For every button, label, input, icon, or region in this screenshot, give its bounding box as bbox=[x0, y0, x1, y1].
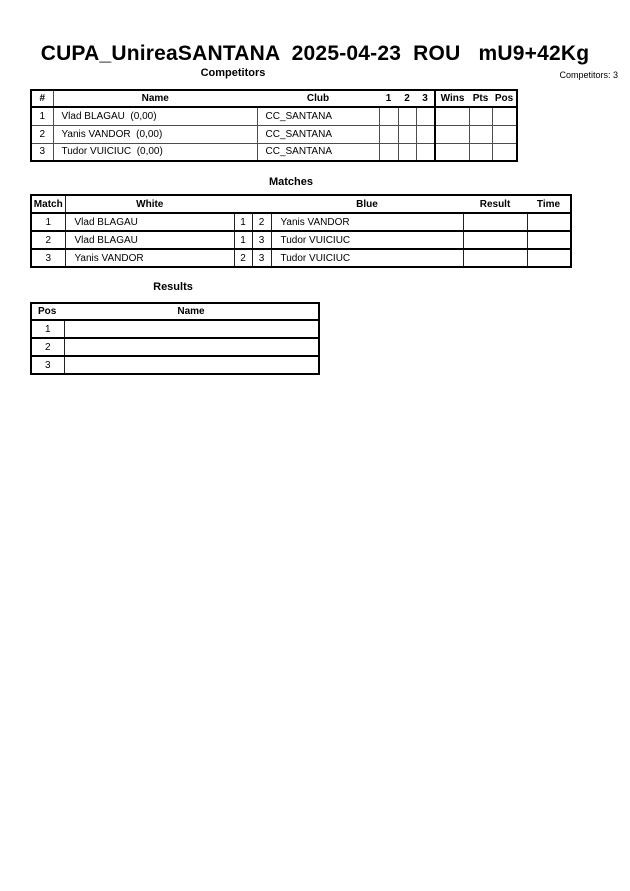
cell-white-name: Vlad BLAGAU bbox=[65, 231, 234, 249]
cell-white-name: Vlad BLAGAU bbox=[65, 213, 234, 231]
col-header-blue-num bbox=[252, 195, 271, 213]
results-header-row bbox=[31, 303, 319, 320]
competitors-count: Competitors: 3 bbox=[559, 70, 618, 80]
cell-white-number: 2 bbox=[234, 249, 252, 267]
cell-result-pos: 2 bbox=[31, 338, 64, 356]
matches-section-title: Matches bbox=[268, 176, 314, 188]
col-header-time: Time bbox=[527, 195, 571, 213]
cell-pts bbox=[469, 143, 492, 161]
cell-round3 bbox=[416, 143, 435, 161]
cell-club: CC_SANTANA bbox=[257, 143, 379, 161]
cell-blue-number: 3 bbox=[252, 231, 271, 249]
cell-round2 bbox=[398, 125, 416, 143]
cell-round1 bbox=[379, 107, 398, 125]
competitors-table bbox=[30, 89, 518, 162]
match-row bbox=[31, 231, 571, 249]
cell-wins bbox=[435, 107, 469, 125]
cell-club: CC_SANTANA bbox=[257, 107, 379, 125]
cell-result bbox=[463, 231, 527, 249]
cell-match-number: 3 bbox=[31, 249, 65, 267]
competitors-section-title: Competitors bbox=[200, 67, 266, 79]
match-row bbox=[31, 213, 571, 231]
matches-table bbox=[30, 194, 572, 268]
cell-result-name bbox=[64, 338, 319, 356]
cell-blue-name: Tudor VUICIUC bbox=[271, 249, 463, 267]
cell-pts bbox=[469, 107, 492, 125]
cell-blue-number: 3 bbox=[252, 249, 271, 267]
cell-number: 2 bbox=[31, 125, 53, 143]
cell-wins bbox=[435, 125, 469, 143]
results-table bbox=[30, 302, 320, 375]
cell-match-number: 1 bbox=[31, 213, 65, 231]
col-header-round3: 3 bbox=[416, 90, 435, 107]
cell-blue-name: Tudor VUICIUC bbox=[271, 231, 463, 249]
cell-white-number: 1 bbox=[234, 213, 252, 231]
cell-competitor-name: Vlad BLAGAU (0,00) bbox=[53, 107, 257, 125]
cell-pts bbox=[469, 125, 492, 143]
competitors-header-row bbox=[31, 90, 517, 107]
cell-number: 1 bbox=[31, 107, 53, 125]
cell-club: CC_SANTANA bbox=[257, 125, 379, 143]
col-header-white-num bbox=[234, 195, 252, 213]
cell-match-number: 2 bbox=[31, 231, 65, 249]
cell-blue-name: Yanis VANDOR bbox=[271, 213, 463, 231]
col-header-round2: 2 bbox=[398, 90, 416, 107]
cell-time bbox=[527, 213, 571, 231]
cell-blue-number: 2 bbox=[252, 213, 271, 231]
cell-result bbox=[463, 213, 527, 231]
competitor-row bbox=[31, 107, 517, 125]
col-header-number: # bbox=[31, 90, 53, 107]
result-row bbox=[31, 356, 319, 374]
match-row bbox=[31, 249, 571, 267]
cell-white-number: 1 bbox=[234, 231, 252, 249]
col-header-wins: Wins bbox=[435, 90, 469, 107]
col-header-pts: Pts bbox=[469, 90, 492, 107]
matches-header-row bbox=[31, 195, 571, 213]
col-header-pos: Pos bbox=[31, 303, 64, 320]
competitor-row bbox=[31, 143, 517, 161]
cell-result-name bbox=[64, 320, 319, 338]
cell-wins bbox=[435, 143, 469, 161]
cell-round3 bbox=[416, 125, 435, 143]
cell-round1 bbox=[379, 143, 398, 161]
cell-competitor-name: Yanis VANDOR (0,00) bbox=[53, 125, 257, 143]
cell-competitor-name: Tudor VUICIUC (0,00) bbox=[53, 143, 257, 161]
cell-time bbox=[527, 249, 571, 267]
cell-pos bbox=[492, 143, 517, 161]
col-header-name: Name bbox=[64, 303, 319, 320]
cell-pos bbox=[492, 125, 517, 143]
cell-result-pos: 1 bbox=[31, 320, 64, 338]
cell-round3 bbox=[416, 107, 435, 125]
competitor-row bbox=[31, 125, 517, 143]
col-header-name: Name bbox=[53, 90, 257, 107]
page-title: CUPA_UnireaSANTANA 2025-04-23 ROU mU9+42Kg bbox=[40, 42, 590, 65]
col-header-white: White bbox=[65, 195, 234, 213]
result-row bbox=[31, 338, 319, 356]
cell-pos bbox=[492, 107, 517, 125]
col-header-round1: 1 bbox=[379, 90, 398, 107]
cell-time bbox=[527, 231, 571, 249]
col-header-result: Result bbox=[463, 195, 527, 213]
cell-result-pos: 3 bbox=[31, 356, 64, 374]
col-header-blue: Blue bbox=[271, 195, 463, 213]
col-header-match: Match bbox=[31, 195, 65, 213]
col-header-club: Club bbox=[257, 90, 379, 107]
cell-round2 bbox=[398, 107, 416, 125]
cell-white-name: Yanis VANDOR bbox=[65, 249, 234, 267]
cell-result bbox=[463, 249, 527, 267]
cell-number: 3 bbox=[31, 143, 53, 161]
cell-round1 bbox=[379, 125, 398, 143]
col-header-pos: Pos bbox=[492, 90, 517, 107]
results-section-title: Results bbox=[153, 281, 193, 293]
cell-result-name bbox=[64, 356, 319, 374]
result-row bbox=[31, 320, 319, 338]
cell-round2 bbox=[398, 143, 416, 161]
